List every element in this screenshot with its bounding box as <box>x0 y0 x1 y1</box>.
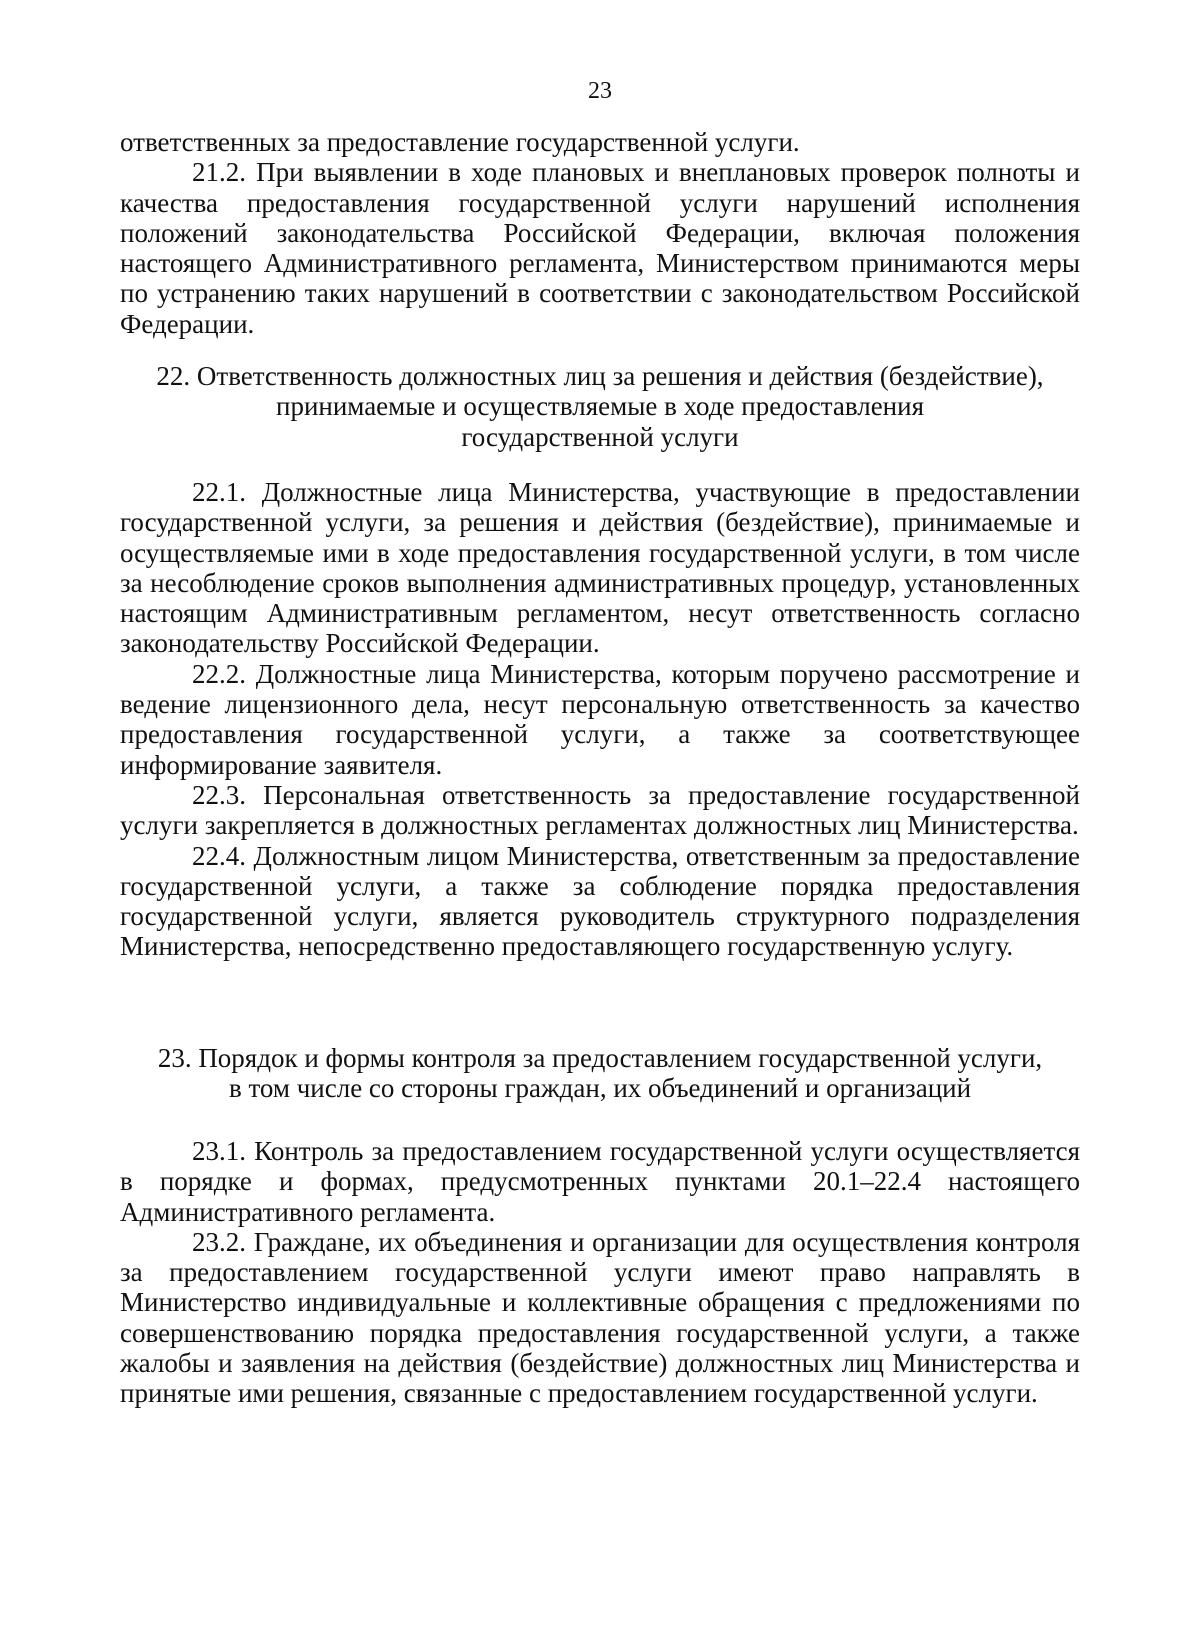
paragraph-22-2: 22.2. Должностные лица Министерства, которым поручено рассмотрение и ведение лицензионного дела, несут персональную ответственность за качество предоставления государственной услуги, а также за соответствующее информирование заявителя. <box>120 658 1080 780</box>
section-23-heading <box>120 1043 1080 1104</box>
section-22-heading <box>120 361 1080 452</box>
block-21 <box>120 127 1080 339</box>
page-number: 23 <box>588 78 612 104</box>
heading-22 <box>120 361 1080 452</box>
heading-22-line-1: 22. Ответственность должностных лиц за решения и действия (бездействие), <box>156 361 1044 391</box>
paragraph-22-4: 22.4. Должностным лицом Министерства, ответственным за предоставление государственной услуги, а также за соблюдение порядка предоставления государственной услуги, является руководитель структурного подразделения Министерства, непосредственно предоставляющего государственную услугу. <box>120 840 1080 962</box>
heading-23-line-1: 23. Порядок и формы контроля за предоставлением государственной услуги, <box>157 1043 1043 1073</box>
section-22-body <box>120 477 1080 962</box>
heading-23 <box>120 1043 1080 1104</box>
heading-22-line-3: государственной услуги <box>461 421 739 452</box>
heading-23-line-2: в том числе со стороны граждан, их объединений и организаций <box>228 1073 972 1104</box>
paragraph-22-1: 22.1. Должностные лица Министерства, участвующие в предоставлении государственной услуги, за решения и действия (бездействие), принимаемые и осуществляемые ими в ходе предоставления государственной услуги, в том числе за несоблюдение сроков выполнения административных процедур, установленных настоящим Административным регламентом, несут ответственность согласно законодательству Российской Федерации. <box>120 477 1080 659</box>
paragraph-21-2: 21.2. При выявлении в ходе плановых и внеплановых проверок полноты и качества предоставления государственной услуги нарушений исполнения положений законодательства Российской Федерации, включая положения настоящего Административного регламента, Министерством принимаются меры по устранению таких нарушений в соответствии с законодательством Российской Федерации. <box>120 157 1080 339</box>
paragraph-23-1: 23.1. Контроль за предоставлением государственной услуги осуществляется в порядке и формах, предусмотренных пунктами 20.1–22.4 настоящего Административного регламента. <box>120 1136 1080 1227</box>
section-23-body <box>120 1136 1080 1409</box>
paragraph-23-2: 23.2. Граждане, их объединения и организации для осуществления контроля за предоставлением государственной услуги имеют право направлять в Министерство индивидуальные и коллективные обращения с предложениями по совершенствованию порядка предоставления государственной услуги, а также жалобы и заявления на действия (бездействие) должностных лиц Министерства и принятые ими решения, связанные с предоставлением государственной услуги. <box>120 1226 1080 1409</box>
heading-22-line-2: принимаемые и осуществляемые в ходе предоставления <box>276 391 924 422</box>
paragraph-22-3: 22.3. Персональная ответственность за предоставление государственной услуги закрепляется в должностных регламентах должностных лиц Министерства. <box>120 779 1080 841</box>
paragraph-continuation: ответственных за предоставление государственной услуги. <box>120 127 800 157</box>
